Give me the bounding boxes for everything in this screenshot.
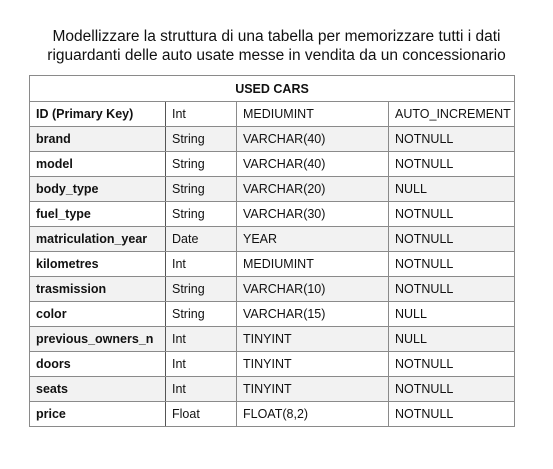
type-cell: Int — [166, 377, 237, 402]
field-cell: seats — [30, 377, 166, 402]
field-cell: doors — [30, 352, 166, 377]
title-line-2: riguardanti delle auto usate messe in vendita da un concessionario — [47, 47, 506, 64]
table-row — [30, 102, 515, 127]
table-row — [30, 377, 515, 402]
type-cell: String — [166, 302, 237, 327]
table-row — [30, 177, 515, 202]
type-cell: Int — [166, 352, 237, 377]
sql-type-cell: TINYINT — [237, 377, 389, 402]
sql-type-cell: YEAR — [237, 227, 389, 252]
field-cell: trasmission — [30, 277, 166, 302]
table-row — [30, 302, 515, 327]
table-row — [30, 127, 515, 152]
field-cell: price — [30, 402, 166, 427]
type-cell: String — [166, 177, 237, 202]
constraint-cell: NOTNULL — [389, 402, 515, 427]
constraint-cell: NOTNULL — [389, 277, 515, 302]
constraint-cell: NOTNULL — [389, 352, 515, 377]
table-row — [30, 252, 515, 277]
table-row — [30, 327, 515, 352]
field-cell: color — [30, 302, 166, 327]
type-cell: String — [166, 202, 237, 227]
field-cell: previous_owners_n — [30, 327, 166, 352]
sql-type-cell: TINYINT — [237, 352, 389, 377]
sql-type-cell: VARCHAR(10) — [237, 277, 389, 302]
type-cell: Int — [166, 327, 237, 352]
constraint-cell: AUTO_INCREMENT — [389, 102, 515, 127]
sql-type-cell: VARCHAR(40) — [237, 152, 389, 177]
sql-type-cell: FLOAT(8,2) — [237, 402, 389, 427]
constraint-cell: NULL — [389, 177, 515, 202]
field-cell: brand — [30, 127, 166, 152]
table-row — [30, 227, 515, 252]
table-row — [30, 402, 515, 427]
field-cell: matriculation_year — [30, 227, 166, 252]
constraint-cell: NOTNULL — [389, 227, 515, 252]
type-cell: String — [166, 277, 237, 302]
constraint-cell: NULL — [389, 302, 515, 327]
field-cell: ID (Primary Key) — [30, 102, 166, 127]
type-cell: Int — [166, 102, 237, 127]
constraint-cell: NULL — [389, 327, 515, 352]
sql-type-cell: TINYINT — [237, 327, 389, 352]
type-cell: Int — [166, 252, 237, 277]
type-cell: Date — [166, 227, 237, 252]
table-caption-row — [30, 76, 515, 102]
sql-type-cell: VARCHAR(15) — [237, 302, 389, 327]
used-cars-table — [29, 75, 515, 427]
table-row — [30, 152, 515, 177]
table-row — [30, 277, 515, 302]
constraint-cell: NOTNULL — [389, 127, 515, 152]
field-cell: fuel_type — [30, 202, 166, 227]
field-cell: model — [30, 152, 166, 177]
table-row — [30, 202, 515, 227]
constraint-cell: NOTNULL — [389, 202, 515, 227]
page-title — [0, 27, 553, 65]
constraint-cell: NOTNULL — [389, 252, 515, 277]
type-cell: String — [166, 127, 237, 152]
sql-type-cell: MEDIUMINT — [237, 252, 389, 277]
sql-type-cell: VARCHAR(40) — [237, 127, 389, 152]
sql-type-cell: MEDIUMINT — [237, 102, 389, 127]
sql-type-cell: VARCHAR(30) — [237, 202, 389, 227]
field-cell: kilometres — [30, 252, 166, 277]
constraint-cell: NOTNULL — [389, 377, 515, 402]
table-body — [30, 102, 515, 427]
table-caption: USED CARS — [30, 76, 515, 102]
constraint-cell: NOTNULL — [389, 152, 515, 177]
type-cell: String — [166, 152, 237, 177]
table-row — [30, 352, 515, 377]
sql-type-cell: VARCHAR(20) — [237, 177, 389, 202]
title-line-1: Modellizzare la struttura di una tabella per memorizzare tutti i dati — [52, 28, 501, 45]
field-cell: body_type — [30, 177, 166, 202]
type-cell: Float — [166, 402, 237, 427]
